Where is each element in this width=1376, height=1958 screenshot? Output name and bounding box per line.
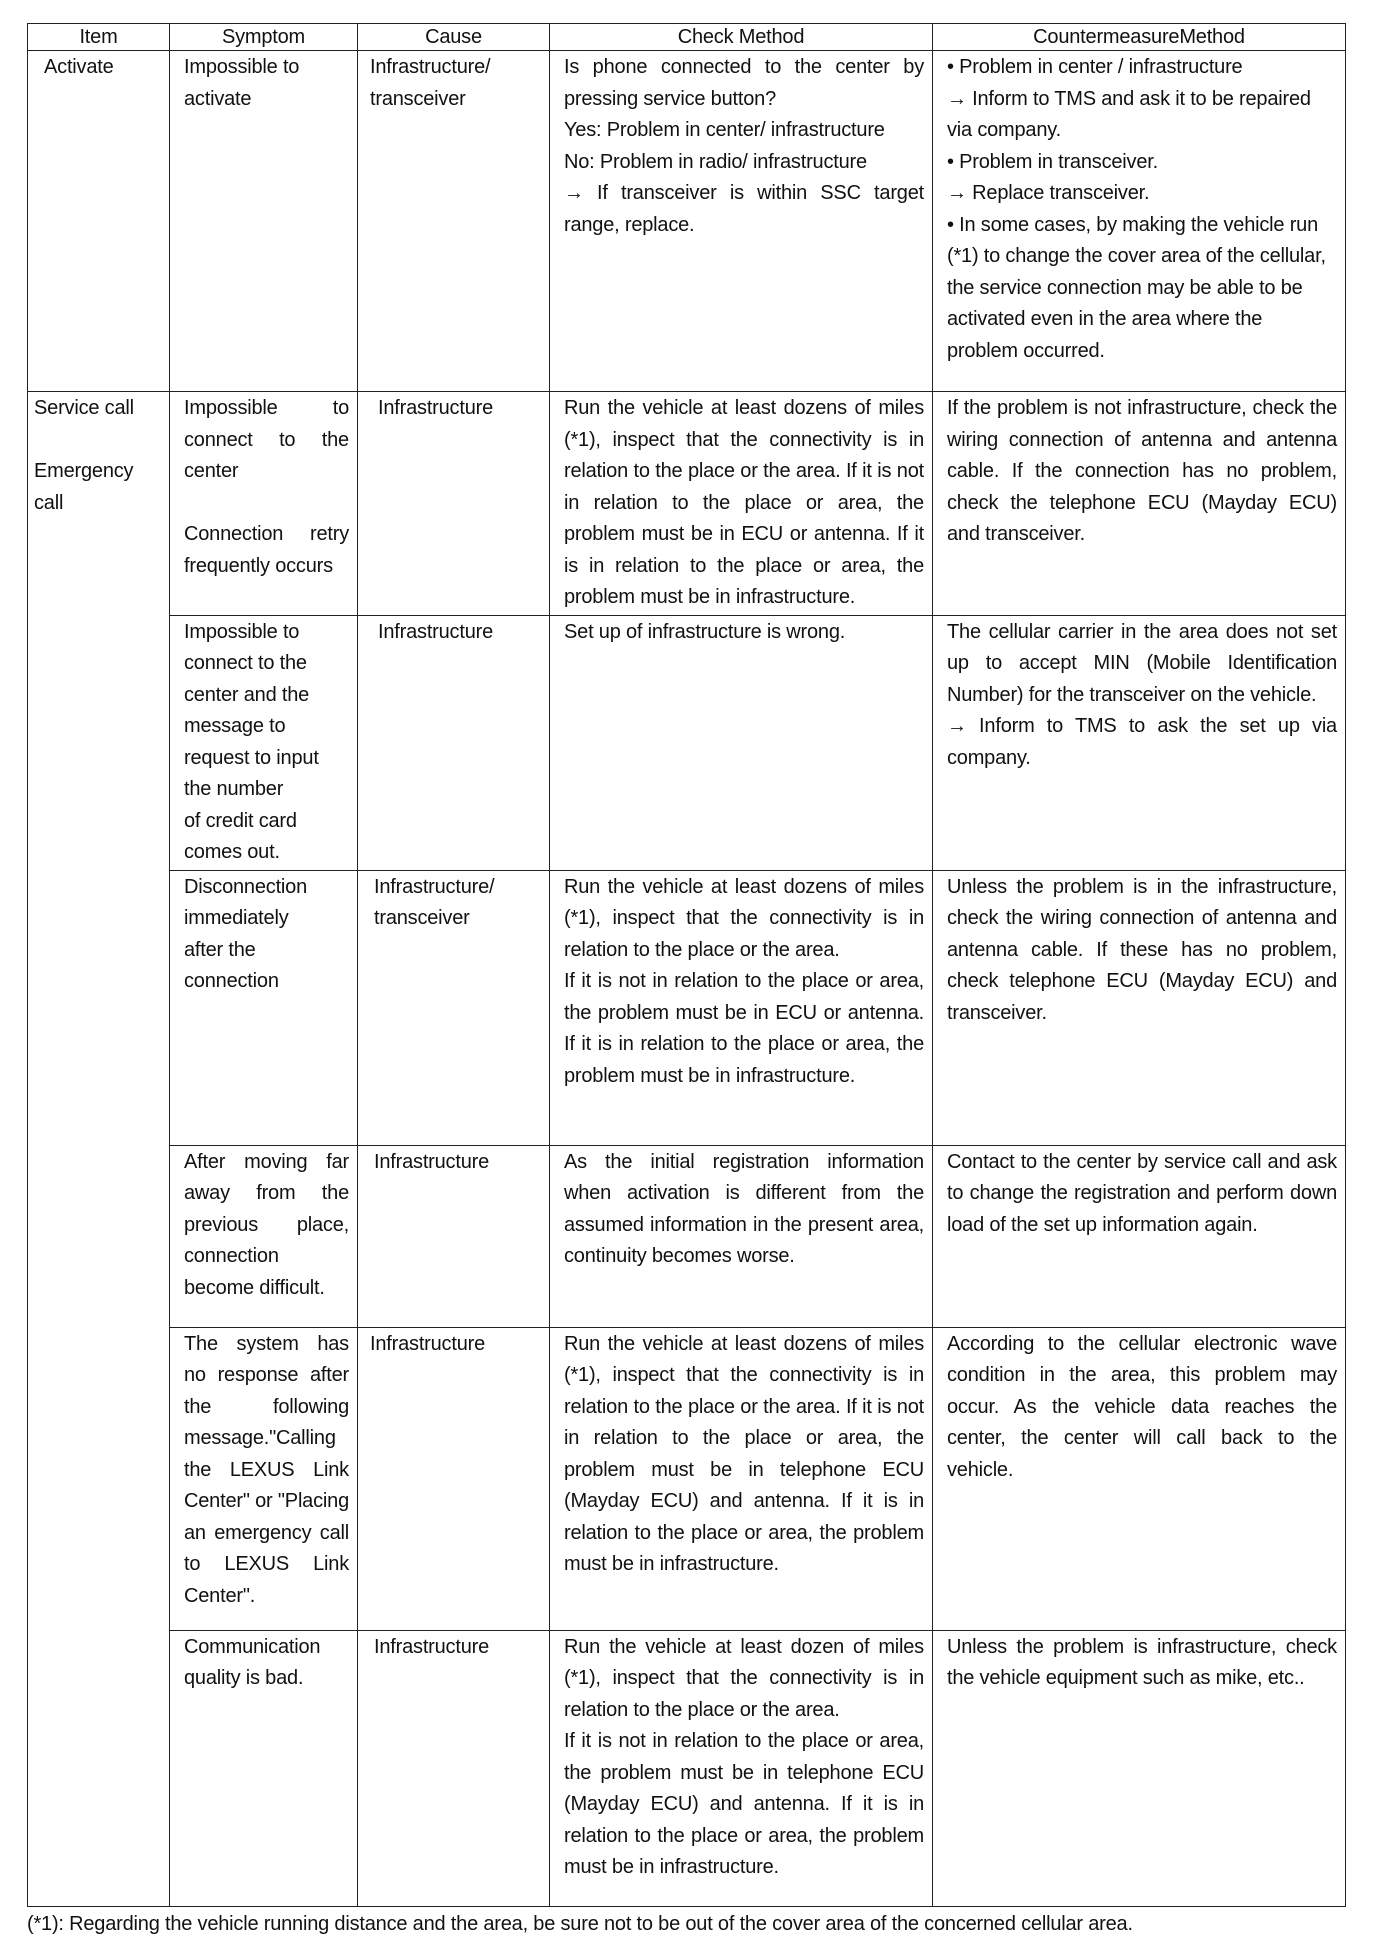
cause-cell: Infrastructure/ transceiver: [358, 870, 550, 1145]
symptom-cell: Communication quality is bad.: [170, 1630, 358, 1906]
cause-cell: Infrastructure: [358, 1145, 550, 1327]
countermeasure-cell: Contact to the center by service call and ask to change the registration and perform down load of the set up information again.: [933, 1145, 1346, 1327]
symptom-cell: Impossible to activate: [170, 51, 358, 392]
symptom-cell: Impossible to connect to the center Connection retry frequently occurs: [170, 392, 358, 616]
cause-cell: Infrastructure: [358, 1327, 550, 1630]
header-countermeasure-method: CountermeasureMethod: [933, 24, 1346, 51]
check-method-cell: Is phone connected to the center by pressing service button? Yes: Problem in center/ infrastructure No: Problem in radio/ infrastructure → If transceiver is within SSC target range, replace.: [550, 51, 933, 392]
countermeasure-cell: The cellular carrier in the area does not set up to accept MIN (Mobile Identification Number) for the transceiver on the vehicle. → Inform to TMS to ask the set up via company.: [933, 615, 1346, 870]
footnote: (*1): Regarding the vehicle running distance and the area, be sure not to be out of the cover area of the concerned cellular area.: [27, 1913, 1133, 1935]
check-method-cell: Run the vehicle at least dozens of miles (*1), inspect that the connectivity is in relation to the place or the area. If it is not in relation to the place or area, the problem must be in ECU or antenna. If it is in relation to the place or area, the problem must be in infrastructure.: [550, 392, 933, 616]
table-row: [28, 1630, 1346, 1906]
table-row: [28, 615, 1346, 870]
check-method-cell: As the initial registration information when activation is different from the assumed information in the present area, continuity becomes worse.: [550, 1145, 933, 1327]
countermeasure-cell: If the problem is not infrastructure, check the wiring connection of antenna and antenna cable. If the connection has no problem, check the telephone ECU (Mayday ECU) and transceiver.: [933, 392, 1346, 616]
cause-cell: Infrastructure/ transceiver: [358, 51, 550, 392]
symptom-cell: The system has no response after the following message."Calling the LEXUS Link Center" or "Placing an emergency call to LEXUS Link Center".: [170, 1327, 358, 1630]
countermeasure-cell: • Problem in center / infrastructure → Inform to TMS and ask it to be repaired via company. • Problem in transceiver. → Replace transceiver. • In some cases, by making the vehicle run (*1) to change the cover area of the cellular, the service connection may be able to be activated even in the area where the problem occurred.: [933, 51, 1346, 392]
countermeasure-cell: According to the cellular electronic wave condition in the area, this problem may occur. As the vehicle data reaches the center, the center will call back to the vehicle.: [933, 1327, 1346, 1630]
item-cell: Activate: [28, 51, 170, 392]
cause-cell: Infrastructure: [358, 615, 550, 870]
header-cause: Cause: [358, 24, 550, 51]
table-header-row: [28, 24, 1346, 51]
table-row: [28, 1327, 1346, 1630]
check-method-cell: Set up of infrastructure is wrong.: [550, 615, 933, 870]
countermeasure-cell: Unless the problem is in the infrastructure, check the wiring connection of antenna and antenna cable. If these has no problem, check telephone ECU (Mayday ECU) and transceiver.: [933, 870, 1346, 1145]
table-row: [28, 870, 1346, 1145]
countermeasure-cell: Unless the problem is infrastructure, check the vehicle equipment such as mike, etc..: [933, 1630, 1346, 1906]
troubleshooting-table: [27, 23, 1346, 1907]
symptom-cell: Impossible to connect to the center and the message to request to input the number of credit card comes out.: [170, 615, 358, 870]
header-item: Item: [28, 24, 170, 51]
cause-cell: Infrastructure: [358, 1630, 550, 1906]
item-cell: Service call Emergency call: [28, 392, 170, 1907]
symptom-cell: After moving far away from the previous place, connection become difficult.: [170, 1145, 358, 1327]
check-method-cell: Run the vehicle at least dozen of miles (*1), inspect that the connectivity is in relation to the place or the area. If it is not in relation to the place or area, the problem must be in telephone ECU (Mayday ECU) and antenna. If it is in relation to the place or area, the problem must be in infrastructure.: [550, 1630, 933, 1906]
table-row: [28, 1145, 1346, 1327]
table-row: [28, 51, 1346, 392]
cause-cell: Infrastructure: [358, 392, 550, 616]
check-method-cell: Run the vehicle at least dozens of miles (*1), inspect that the connectivity is in relation to the place or the area. If it is not in relation to the place or area, the problem must be in ECU or antenna. If it is in relation to the place or area, the problem must be in infrastructure.: [550, 870, 933, 1145]
header-check-method: Check Method: [550, 24, 933, 51]
header-symptom: Symptom: [170, 24, 358, 51]
troubleshooting-document: [27, 23, 1345, 1907]
symptom-cell: Disconnection immediately after the connection: [170, 870, 358, 1145]
check-method-cell: Run the vehicle at least dozens of miles (*1), inspect that the connectivity is in relation to the place or the area. If it is not in relation to the place or area, the problem must be in telephone ECU (Mayday ECU) and antenna. If it is in relation to the place or area, the problem must be in infrastructure.: [550, 1327, 933, 1630]
table-row: [28, 392, 1346, 616]
